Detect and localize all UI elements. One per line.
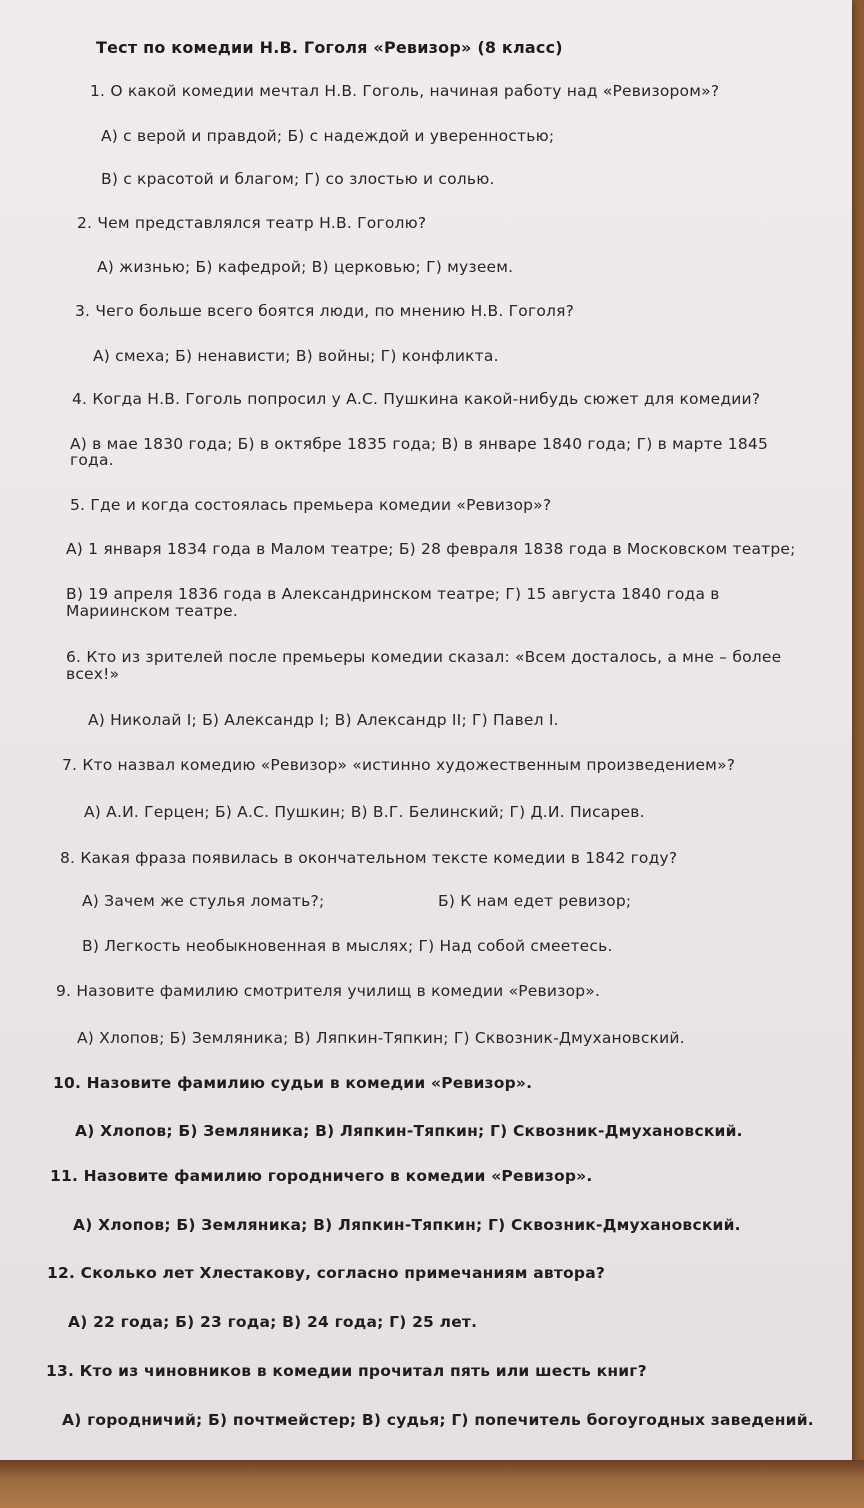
question-2: 2. Чем представлялся театр Н.В. Гоголю? — [77, 214, 427, 232]
answers-3: А) смеха; Б) ненависти; В) войны; Г) конфликта. — [93, 347, 499, 365]
question-6a: 6. Кто из зрителей после премьеры комедии сказал: «Всем досталось, а мне – более — [66, 648, 782, 666]
answers-10: А) Хлопов; Б) Земляника; В) Ляпкин-Тяпкин; Г) Сквозник-Дмухановский. — [75, 1122, 743, 1140]
answers-11: А) Хлопов; Б) Земляника; В) Ляпкин-Тяпкин; Г) Сквозник-Дмухановский. — [73, 1216, 741, 1234]
question-7: 7. Кто назвал комедию «Ревизор» «истинно художественным произведением»? — [62, 756, 736, 774]
question-10: 10. Назовите фамилию судьи в комедии «Ревизор». — [53, 1074, 533, 1092]
question-13: 13. Кто из чиновников в комедии прочитал пять или шесть книг? — [46, 1362, 647, 1380]
question-8: 8. Какая фраза появилась в окончательном тексте комедии в 1842 году? — [60, 849, 678, 867]
question-6b: всех!» — [66, 665, 120, 683]
answers-4b: года. — [70, 451, 114, 469]
answers-13: А) городничий; Б) почтмейстер; В) судья; Г) попечитель богоугодных заведений. — [62, 1411, 814, 1429]
answers-8b: Б) К нам едет ревизор; — [438, 892, 632, 910]
answers-2: А) жизнью; Б) кафедрой; В) церковью; Г) музеем. — [97, 258, 514, 276]
question-3: 3. Чего больше всего боятся люди, по мнению Н.В. Гоголя? — [75, 302, 575, 320]
question-12: 12. Сколько лет Хлестакову, согласно примечаниям автора? — [47, 1264, 606, 1282]
table-surface — [0, 1460, 864, 1508]
question-11: 11. Назовите фамилию городничего в комедии «Ревизор». — [50, 1167, 593, 1185]
answers-1b: В) с красотой и благом; Г) со злостью и солью. — [101, 170, 495, 188]
answers-8c: В) Легкость необыкновенная в мыслях; Г) Над собой смеетесь. — [82, 937, 613, 955]
answers-6: А) Николай I; Б) Александр I; В) Александр II; Г) Павел I. — [88, 711, 559, 729]
page-title: Тест по комедии Н.В. Гоголя «Ревизор» (8 класс) — [96, 38, 563, 57]
question-4: 4. Когда Н.В. Гоголь попросил у А.С. Пушкина какой-нибудь сюжет для комедии? — [72, 390, 761, 408]
question-9: 9. Назовите фамилию смотрителя училищ в комедии «Ревизор». — [56, 982, 601, 1000]
answers-5a: А) 1 января 1834 года в Малом театре; Б) 28 февраля 1838 года в Московском театре; — [66, 540, 796, 558]
answers-8a: А) Зачем же стулья ломать?; — [82, 892, 325, 910]
answers-4a: А) в мае 1830 года; Б) в октябре 1835 года; В) в январе 1840 года; Г) в марте 1845 — [70, 435, 769, 453]
answers-9: А) Хлопов; Б) Земляника; В) Ляпкин-Тяпкин; Г) Сквозник-Дмухановский. — [77, 1029, 685, 1047]
answers-5b: В) 19 апреля 1836 года в Александринском театре; Г) 15 августа 1840 года в — [66, 585, 720, 603]
answers-12: А) 22 года; Б) 23 года; В) 24 года; Г) 25 лет. — [68, 1313, 478, 1331]
answers-7: А) А.И. Герцен; Б) А.С. Пушкин; В) В.Г. Белинский; Г) Д.И. Писарев. — [84, 803, 645, 821]
answers-5c: Мариинском театре. — [66, 602, 238, 620]
answers-1a: А) с верой и правдой; Б) с надеждой и уверенностью; — [101, 127, 555, 145]
question-1: 1. О какой комедии мечтал Н.В. Гоголь, начиная работу над «Ревизором»? — [90, 82, 720, 100]
question-5: 5. Где и когда состоялась премьера комедии «Ревизор»? — [70, 496, 552, 514]
